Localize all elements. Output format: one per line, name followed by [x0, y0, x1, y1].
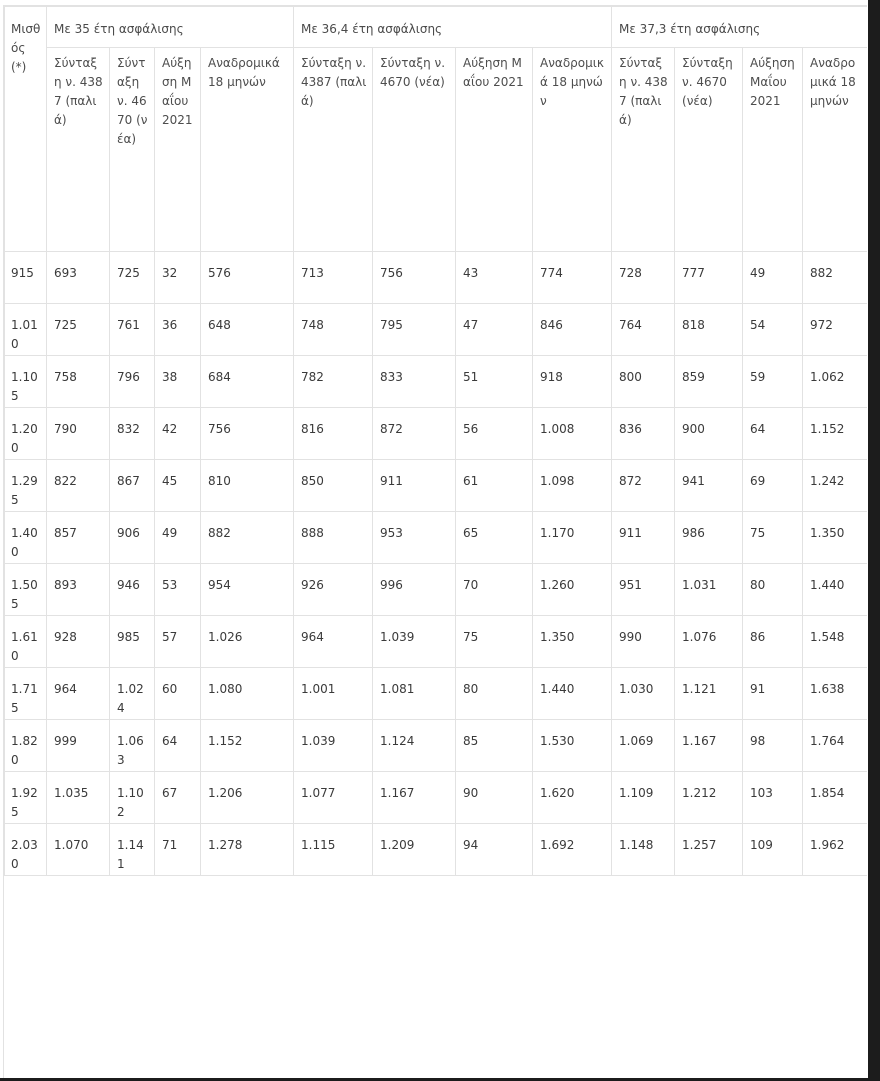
cell-new-pension-37-3: 1.076 — [675, 616, 743, 668]
cell-may-increase-35: 45 — [155, 460, 201, 512]
cell-may-increase-35: 53 — [155, 564, 201, 616]
cell-new-pension-35: 796 — [110, 356, 155, 408]
cell-old-pension-37-3: 951 — [612, 564, 675, 616]
cell-new-pension-37-3: 1.121 — [675, 668, 743, 720]
subheader-old-pension: Σύνταξη ν. 4387 (παλιά) — [294, 48, 373, 252]
cell-old-pension-37-3: 1.148 — [612, 824, 675, 876]
cell-retroactive-36-4: 1.620 — [533, 772, 612, 824]
cell-may-increase-37-3: 59 — [743, 356, 803, 408]
cell-salary: 1.610 — [5, 616, 47, 668]
cell-salary: 1.295 — [5, 460, 47, 512]
cell-may-increase-36-4: 56 — [456, 408, 533, 460]
pension-table — [4, 6, 867, 876]
subheader-retroactive: Αναδρομικά 18 μηνών — [201, 48, 294, 252]
cell-retroactive-36-4: 1.440 — [533, 668, 612, 720]
table-row — [5, 252, 868, 304]
table-row — [5, 460, 868, 512]
subheader-may-increase: Αύξηση Μαΐου 2021 — [743, 48, 803, 252]
cell-new-pension-37-3: 941 — [675, 460, 743, 512]
cell-old-pension-35: 758 — [47, 356, 110, 408]
cell-may-increase-35: 71 — [155, 824, 201, 876]
cell-may-increase-36-4: 94 — [456, 824, 533, 876]
cell-may-increase-36-4: 61 — [456, 460, 533, 512]
cell-old-pension-36-4: 1.039 — [294, 720, 373, 772]
cell-new-pension-37-3: 900 — [675, 408, 743, 460]
cell-old-pension-35: 1.070 — [47, 824, 110, 876]
cell-old-pension-35: 725 — [47, 304, 110, 356]
subheader-old-pension: Σύνταξη ν. 4387 (παλιά) — [47, 48, 110, 252]
cell-new-pension-35: 725 — [110, 252, 155, 304]
cell-salary: 1.400 — [5, 512, 47, 564]
cell-old-pension-36-4: 888 — [294, 512, 373, 564]
cell-retroactive-37-3: 1.440 — [803, 564, 867, 616]
cell-old-pension-37-3: 764 — [612, 304, 675, 356]
cell-new-pension-35: 946 — [110, 564, 155, 616]
cell-may-increase-37-3: 54 — [743, 304, 803, 356]
cell-old-pension-36-4: 713 — [294, 252, 373, 304]
cell-old-pension-35: 857 — [47, 512, 110, 564]
cell-new-pension-35: 985 — [110, 616, 155, 668]
cell-may-increase-37-3: 91 — [743, 668, 803, 720]
cell-may-increase-37-3: 86 — [743, 616, 803, 668]
subheader-new-pension: Σύνταξη ν. 4670 (νέα) — [675, 48, 743, 252]
group-header-35-years: Με 35 έτη ασφάλισης — [47, 7, 294, 48]
subheader-row — [5, 48, 868, 252]
cell-retroactive-36-4: 1.098 — [533, 460, 612, 512]
table-row — [5, 668, 868, 720]
cell-may-increase-35: 36 — [155, 304, 201, 356]
cell-retroactive-35: 576 — [201, 252, 294, 304]
cell-retroactive-37-3: 1.350 — [803, 512, 867, 564]
table-row — [5, 564, 868, 616]
cell-old-pension-37-3: 872 — [612, 460, 675, 512]
cell-old-pension-36-4: 1.077 — [294, 772, 373, 824]
cell-old-pension-35: 1.035 — [47, 772, 110, 824]
cell-may-increase-37-3: 69 — [743, 460, 803, 512]
cell-retroactive-37-3: 972 — [803, 304, 867, 356]
table-row — [5, 512, 868, 564]
cell-may-increase-36-4: 70 — [456, 564, 533, 616]
cell-new-pension-36-4: 833 — [373, 356, 456, 408]
cell-may-increase-37-3: 75 — [743, 512, 803, 564]
cell-new-pension-36-4: 795 — [373, 304, 456, 356]
table-body — [5, 252, 868, 876]
cell-salary: 1.820 — [5, 720, 47, 772]
cell-may-increase-35: 64 — [155, 720, 201, 772]
cell-old-pension-36-4: 782 — [294, 356, 373, 408]
cell-retroactive-35: 648 — [201, 304, 294, 356]
cell-retroactive-35: 810 — [201, 460, 294, 512]
cell-retroactive-36-4: 1.170 — [533, 512, 612, 564]
cell-old-pension-35: 693 — [47, 252, 110, 304]
cell-old-pension-35: 790 — [47, 408, 110, 460]
subheader-may-increase: Αύξηση Μαΐου 2021 — [155, 48, 201, 252]
cell-retroactive-35: 1.026 — [201, 616, 294, 668]
cell-old-pension-35: 928 — [47, 616, 110, 668]
cell-new-pension-36-4: 1.081 — [373, 668, 456, 720]
cell-new-pension-36-4: 1.167 — [373, 772, 456, 824]
cell-old-pension-37-3: 800 — [612, 356, 675, 408]
cell-old-pension-36-4: 748 — [294, 304, 373, 356]
cell-may-increase-37-3: 64 — [743, 408, 803, 460]
cell-new-pension-37-3: 859 — [675, 356, 743, 408]
cell-may-increase-36-4: 75 — [456, 616, 533, 668]
pension-table-container — [3, 5, 867, 1080]
cell-salary: 1.200 — [5, 408, 47, 460]
cell-salary: 915 — [5, 252, 47, 304]
cell-retroactive-37-3: 882 — [803, 252, 867, 304]
cell-old-pension-37-3: 911 — [612, 512, 675, 564]
cell-old-pension-36-4: 1.001 — [294, 668, 373, 720]
cell-new-pension-37-3: 1.212 — [675, 772, 743, 824]
cell-new-pension-35: 832 — [110, 408, 155, 460]
cell-retroactive-36-4: 1.350 — [533, 616, 612, 668]
cell-may-increase-36-4: 80 — [456, 668, 533, 720]
cell-may-increase-35: 60 — [155, 668, 201, 720]
cell-retroactive-35: 684 — [201, 356, 294, 408]
cell-old-pension-35: 964 — [47, 668, 110, 720]
cell-may-increase-36-4: 65 — [456, 512, 533, 564]
cell-old-pension-37-3: 1.069 — [612, 720, 675, 772]
cell-new-pension-36-4: 756 — [373, 252, 456, 304]
cell-new-pension-36-4: 872 — [373, 408, 456, 460]
cell-old-pension-37-3: 990 — [612, 616, 675, 668]
cell-retroactive-36-4: 774 — [533, 252, 612, 304]
cell-retroactive-36-4: 1.260 — [533, 564, 612, 616]
subheader-may-increase: Αύξηση Μαΐου 2021 — [456, 48, 533, 252]
cell-may-increase-36-4: 43 — [456, 252, 533, 304]
cell-new-pension-35: 906 — [110, 512, 155, 564]
cell-old-pension-37-3: 836 — [612, 408, 675, 460]
subheader-old-pension: Σύνταξη ν. 4387 (παλιά) — [612, 48, 675, 252]
cell-may-increase-37-3: 109 — [743, 824, 803, 876]
cell-retroactive-36-4: 918 — [533, 356, 612, 408]
cell-may-increase-35: 67 — [155, 772, 201, 824]
cell-retroactive-35: 954 — [201, 564, 294, 616]
cell-old-pension-36-4: 964 — [294, 616, 373, 668]
cell-may-increase-37-3: 80 — [743, 564, 803, 616]
cell-may-increase-36-4: 51 — [456, 356, 533, 408]
cell-retroactive-37-3: 1.242 — [803, 460, 867, 512]
cell-salary: 1.715 — [5, 668, 47, 720]
cell-retroactive-35: 1.152 — [201, 720, 294, 772]
cell-may-increase-36-4: 90 — [456, 772, 533, 824]
cell-salary: 1.010 — [5, 304, 47, 356]
cell-retroactive-36-4: 1.008 — [533, 408, 612, 460]
table-row — [5, 772, 868, 824]
cell-may-increase-35: 38 — [155, 356, 201, 408]
cell-retroactive-37-3: 1.152 — [803, 408, 867, 460]
cell-new-pension-37-3: 818 — [675, 304, 743, 356]
cell-may-increase-35: 49 — [155, 512, 201, 564]
cell-retroactive-37-3: 1.638 — [803, 668, 867, 720]
cell-retroactive-35: 756 — [201, 408, 294, 460]
salary-column-header: Μισθός (*) — [5, 7, 47, 252]
cell-new-pension-36-4: 953 — [373, 512, 456, 564]
subheader-retroactive: Αναδρομικά 18 μηνών — [533, 48, 612, 252]
cell-salary: 1.105 — [5, 356, 47, 408]
screen-edge-right — [868, 0, 880, 1081]
cell-new-pension-36-4: 1.209 — [373, 824, 456, 876]
subheader-new-pension: Σύνταξη ν. 4670 (νέα) — [373, 48, 456, 252]
cell-salary: 1.925 — [5, 772, 47, 824]
cell-may-increase-37-3: 98 — [743, 720, 803, 772]
cell-old-pension-35: 999 — [47, 720, 110, 772]
cell-new-pension-36-4: 911 — [373, 460, 456, 512]
table-row — [5, 616, 868, 668]
cell-retroactive-37-3: 1.062 — [803, 356, 867, 408]
cell-may-increase-36-4: 85 — [456, 720, 533, 772]
cell-retroactive-37-3: 1.854 — [803, 772, 867, 824]
cell-retroactive-37-3: 1.764 — [803, 720, 867, 772]
cell-new-pension-35: 1.141 — [110, 824, 155, 876]
cell-may-increase-35: 42 — [155, 408, 201, 460]
cell-retroactive-35: 1.080 — [201, 668, 294, 720]
cell-new-pension-35: 1.024 — [110, 668, 155, 720]
cell-new-pension-35: 1.102 — [110, 772, 155, 824]
cell-retroactive-37-3: 1.962 — [803, 824, 867, 876]
cell-salary: 1.505 — [5, 564, 47, 616]
table-row — [5, 720, 868, 772]
group-header-36-4-years: Με 36,4 έτη ασφάλισης — [294, 7, 612, 48]
group-header-37-3-years: Με 37,3 έτη ασφάλισης — [612, 7, 867, 48]
cell-old-pension-35: 822 — [47, 460, 110, 512]
table-row — [5, 356, 868, 408]
cell-old-pension-35: 893 — [47, 564, 110, 616]
cell-new-pension-35: 867 — [110, 460, 155, 512]
cell-may-increase-37-3: 103 — [743, 772, 803, 824]
cell-new-pension-36-4: 1.039 — [373, 616, 456, 668]
cell-old-pension-37-3: 1.109 — [612, 772, 675, 824]
table-row — [5, 408, 868, 460]
cell-old-pension-37-3: 1.030 — [612, 668, 675, 720]
cell-salary: 2.030 — [5, 824, 47, 876]
cell-retroactive-37-3: 1.548 — [803, 616, 867, 668]
subheader-retroactive: Αναδρομικά 18 μηνών — [803, 48, 867, 252]
cell-new-pension-35: 1.063 — [110, 720, 155, 772]
cell-old-pension-37-3: 728 — [612, 252, 675, 304]
cell-may-increase-35: 57 — [155, 616, 201, 668]
cell-retroactive-35: 882 — [201, 512, 294, 564]
cell-retroactive-35: 1.206 — [201, 772, 294, 824]
table-row — [5, 304, 868, 356]
cell-old-pension-36-4: 926 — [294, 564, 373, 616]
group-header-row — [5, 7, 868, 48]
cell-old-pension-36-4: 1.115 — [294, 824, 373, 876]
cell-new-pension-37-3: 777 — [675, 252, 743, 304]
cell-old-pension-36-4: 850 — [294, 460, 373, 512]
cell-new-pension-37-3: 986 — [675, 512, 743, 564]
subheader-new-pension: Σύνταξη ν. 4670 (νέα) — [110, 48, 155, 252]
cell-may-increase-36-4: 47 — [456, 304, 533, 356]
cell-new-pension-36-4: 996 — [373, 564, 456, 616]
cell-may-increase-37-3: 49 — [743, 252, 803, 304]
cell-old-pension-36-4: 816 — [294, 408, 373, 460]
cell-may-increase-35: 32 — [155, 252, 201, 304]
cell-retroactive-36-4: 1.692 — [533, 824, 612, 876]
cell-retroactive-35: 1.278 — [201, 824, 294, 876]
cell-new-pension-37-3: 1.167 — [675, 720, 743, 772]
cell-new-pension-36-4: 1.124 — [373, 720, 456, 772]
table-row — [5, 824, 868, 876]
cell-new-pension-37-3: 1.257 — [675, 824, 743, 876]
cell-new-pension-35: 761 — [110, 304, 155, 356]
cell-retroactive-36-4: 846 — [533, 304, 612, 356]
cell-retroactive-36-4: 1.530 — [533, 720, 612, 772]
cell-new-pension-37-3: 1.031 — [675, 564, 743, 616]
